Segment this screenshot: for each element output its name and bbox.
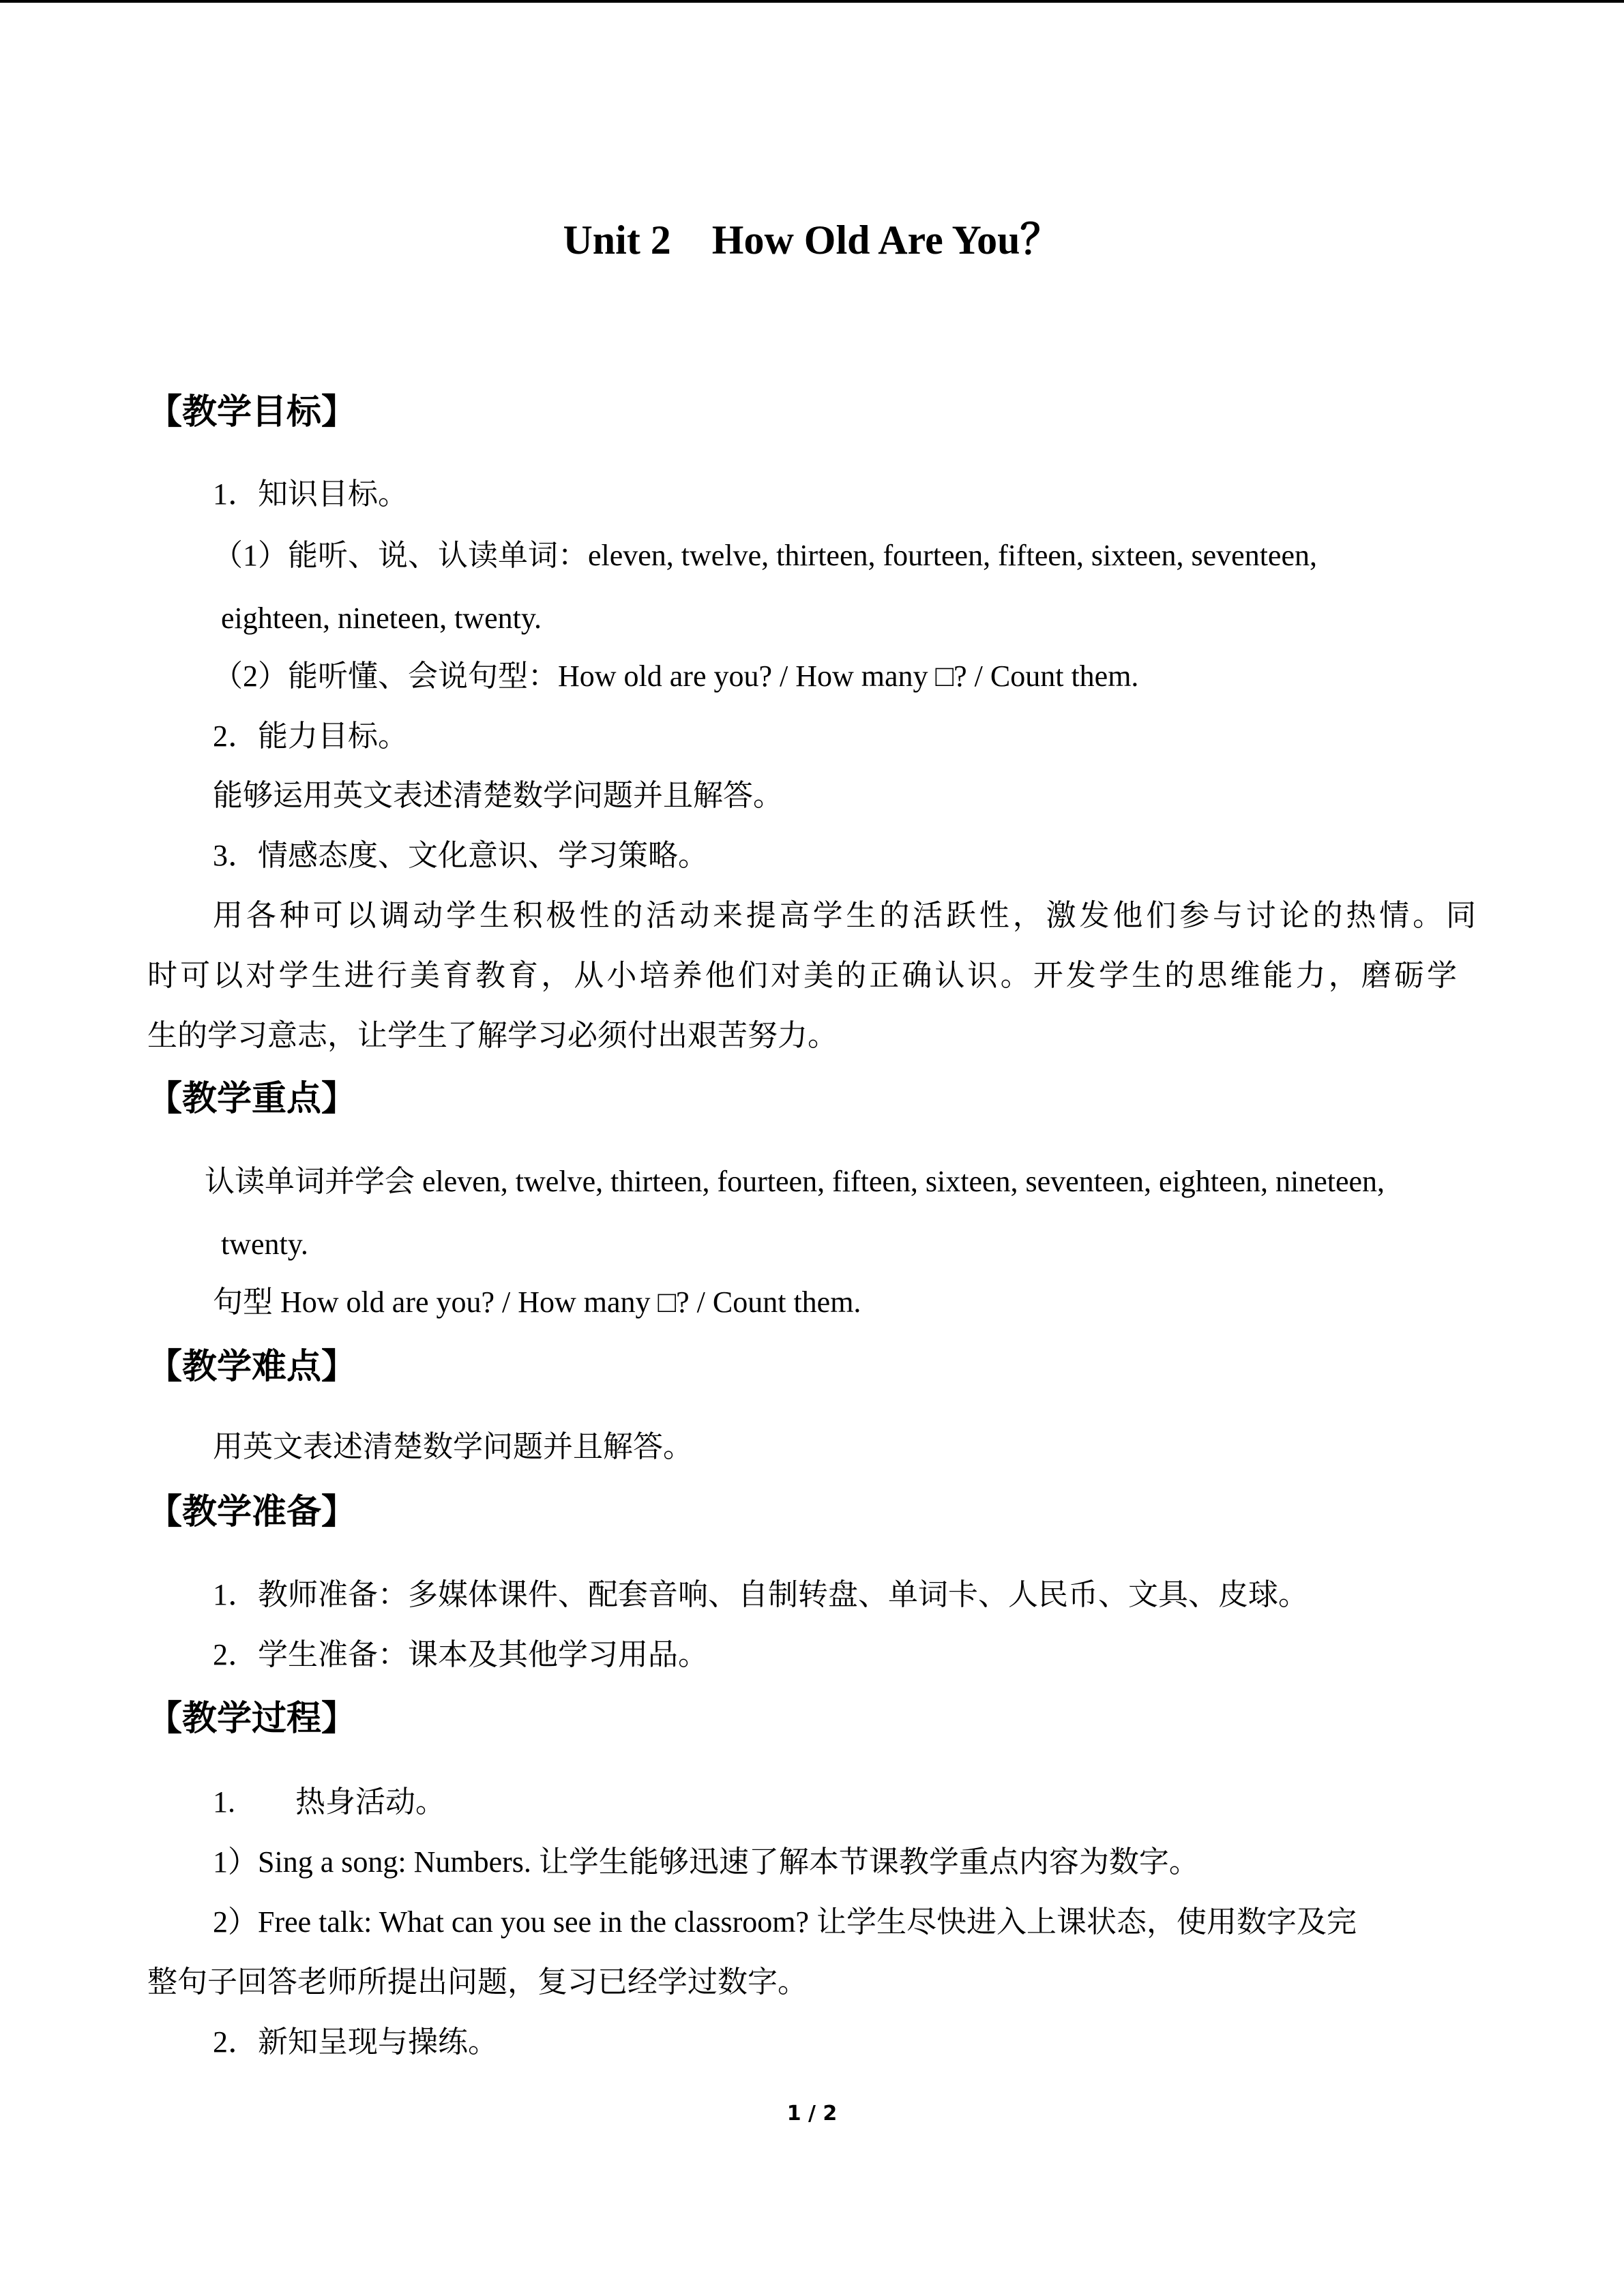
key-points-line-1: 认读单词并学会 eleven, twelve, thirteen, fourteen, fifteen, sixteen, seventeen, eighteen, nineteen, [205, 1165, 1385, 1198]
objectives-line-4: （2）能听懂、会说句型：How old are you? / How many □? / Count them. [213, 659, 1139, 693]
preparation-line-2: 2．学生准备：课本及其他学习用品。 [213, 1638, 708, 1671]
key-points-line-2: twenty. [221, 1227, 308, 1261]
objectives-line-6: 能够运用英文表述清楚数学问题并且解答。 [213, 779, 783, 812]
top-border-line [0, 0, 1624, 3]
objectives-line-1: 1．知识目标。 [213, 477, 408, 511]
heading-difficulties: 【教学难点】 [147, 1347, 357, 1387]
objectives-line-7: 3．情感态度、文化意识、学习策略。 [213, 839, 708, 872]
process-line-2: 1）Sing a song: Numbers. 让学生能够迅速了解本节课教学重点内容为数字。 [213, 1845, 1199, 1879]
process-line-4: 整句子回答老师所提出问题，复习已经学过数字。 [147, 1965, 808, 1999]
page-number: 1 / 2 [786, 2102, 838, 2126]
objectives-line-2: （1）能听、说、认读单词：eleven, twelve, thirteen, fourteen, fifteen, sixteen, seventeen, [213, 539, 1317, 572]
process-line-1: 1. 热身活动。 [213, 1785, 445, 1819]
heading-process: 【教学过程】 [147, 1699, 357, 1739]
page-title: Unit 2 How Old Are You？ [563, 218, 1061, 263]
heading-objectives: 【教学目标】 [147, 392, 357, 432]
objectives-line-8: 用各种可以调动学生积极性的活动来提高学生的活跃性，激发他们参与讨论的热情。同 [213, 899, 1476, 932]
process-line-5: 2．新知呈现与操练。 [213, 2025, 498, 2059]
key-points-line-3: 句型 How old are you? / How many □? / Count them. [213, 1285, 861, 1319]
preparation-line-1: 1．教师准备：多媒体课件、配套音响、自制转盘、单词卡、人民币、文具、皮球。 [213, 1578, 1308, 1611]
objectives-line-5: 2．能力目标。 [213, 719, 408, 753]
objectives-line-9: 时可以对学生进行美育教育，从小培养他们对美的正确认识。开发学生的思维能力，磨砺学 [147, 959, 1457, 992]
difficulties-line-1: 用英文表述清楚数学问题并且解答。 [213, 1430, 693, 1463]
process-line-3: 2）Free talk: What can you see in the classroom? 让学生尽快进入上课状态，使用数字及完 [213, 1905, 1357, 1939]
objectives-line-3: eighteen, nineteen, twenty. [221, 601, 542, 635]
heading-preparation: 【教学准备】 [147, 1492, 357, 1532]
objectives-line-10: 生的学习意志，让学生了解学习必须付出艰苦努力。 [147, 1019, 838, 1052]
heading-key-points: 【教学重点】 [147, 1079, 357, 1119]
